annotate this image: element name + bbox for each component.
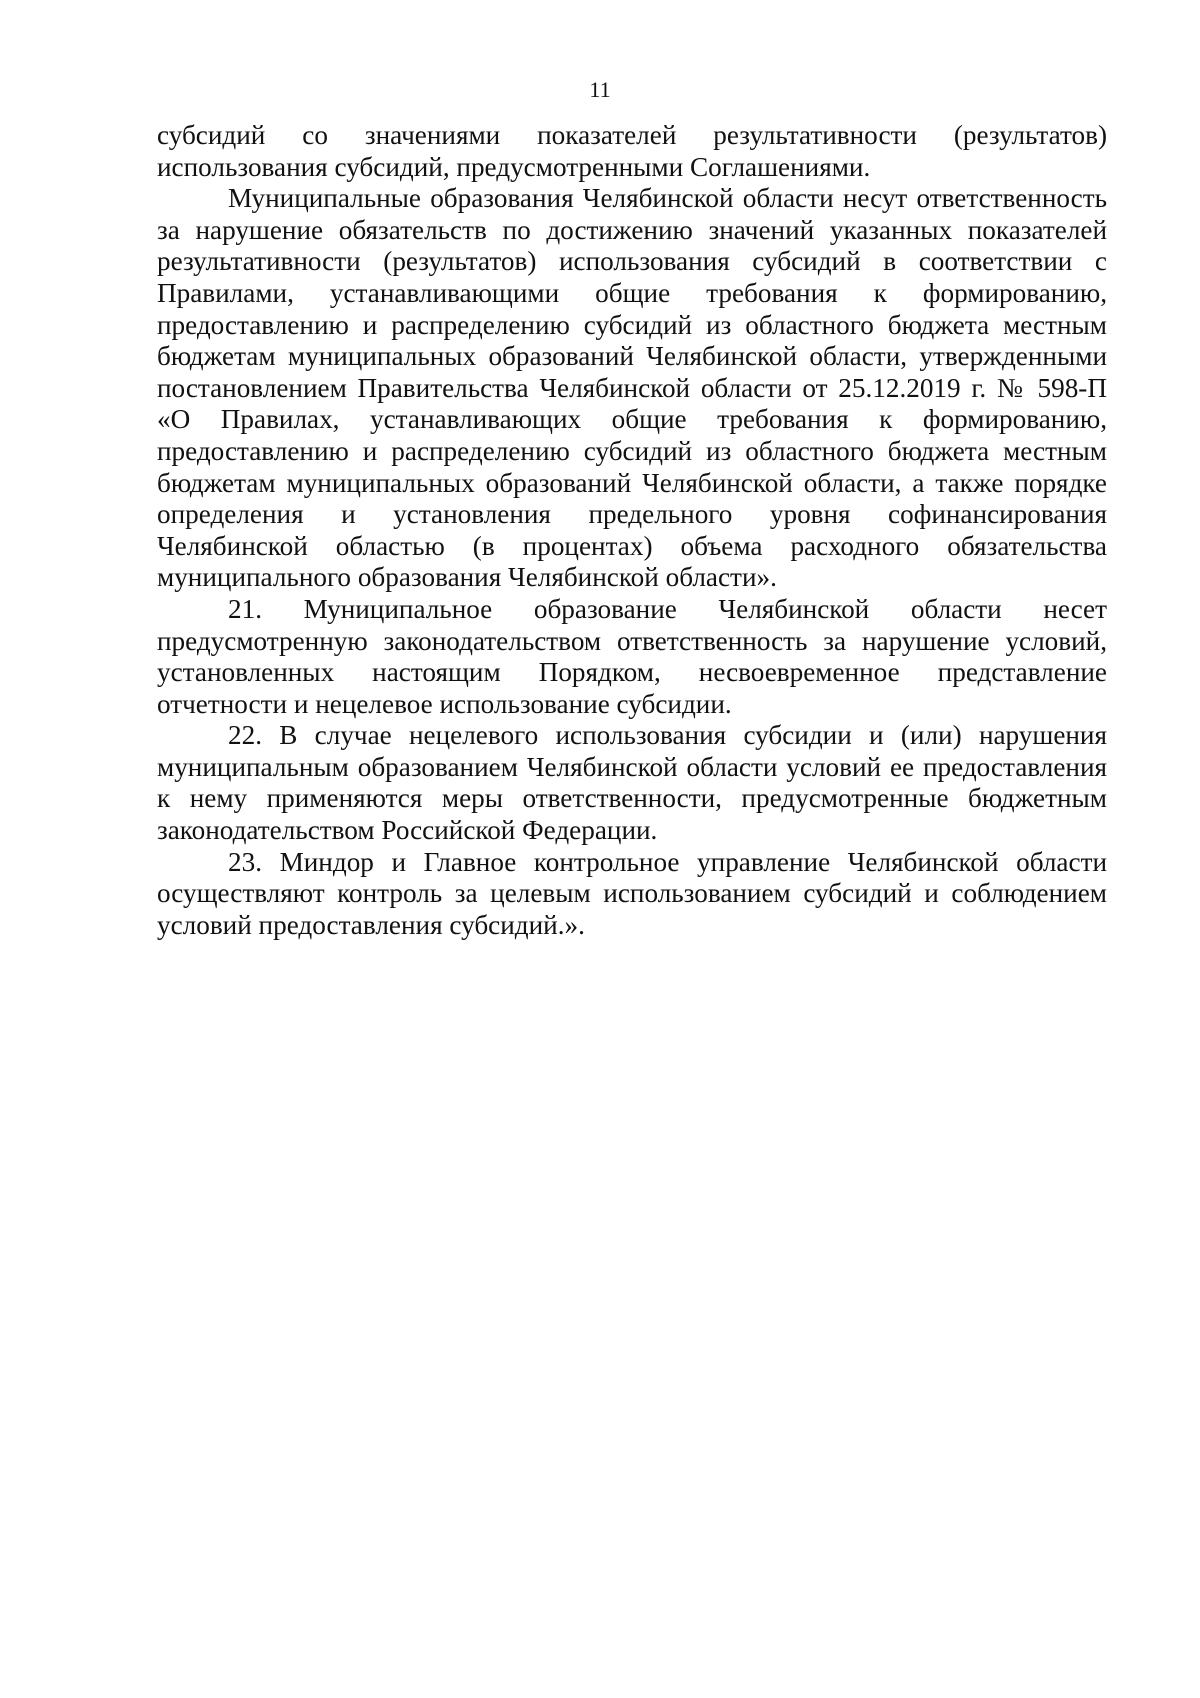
paragraph-continuation: субсидий со значениями показателей результативности (результатов) использования субсидий, предусмотренными Соглашениями. — [157, 120, 1107, 182]
document-body — [157, 120, 1107, 941]
paragraph-responsibility: Муниципальные образования Челябинской области несут ответственность за нарушение обязательств по достижению значений указанных показателей результативности (результатов) использования субсидий в соответствии с Правилами, устанавливающими общие требования к формированию, предоставлению и распределению субсидий из областного бюджета местным бюджетам муниципальных образований Челябинской области, утвержденными постановлением Правительства Челябинской области от 25.12.2019 г. № 598-П «О Правилах, устанавливающих общие требования к формированию, предоставлению и распределению субсидий из областного бюджета местным бюджетам муниципальных образований Челябинской области, а также порядке определения и установления предельного уровня софинансирования Челябинской областью (в процентах) объема расходного обязательства муниципального образования Челябинской области». — [157, 183, 1107, 593]
paragraph-item-22: 22. В случае нецелевого использования субсидии и (или) нарушения муниципальным образованием Челябинской области условий ее предоставления к нему применяются меры ответственности, предусмотренные бюджетным законодательством Российской Федерации. — [157, 720, 1107, 846]
page-number: 11 — [589, 77, 611, 102]
paragraph-item-21: 21. Муниципальное образование Челябинской области несет предусмотренную законодательством ответственность за нарушение условий, установленных настоящим Порядком, несвоевременное представление отчетности и нецелевое использование субсидии. — [157, 593, 1107, 719]
paragraph-item-23: 23. Миндор и Главное контрольное управление Челябинской области осуществляют контроль за целевым использованием субсидий и соблюдением условий предоставления субсидий.». — [157, 846, 1107, 940]
